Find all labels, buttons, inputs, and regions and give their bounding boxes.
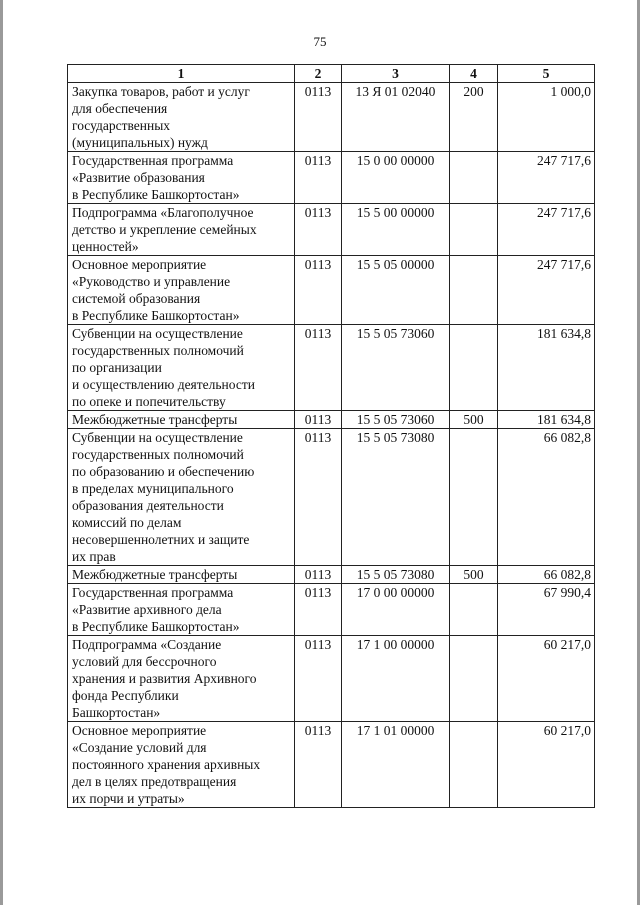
cell-amount: 247 717,6 (498, 204, 595, 256)
cell-target-article: 13 Я 01 02040 (342, 83, 450, 152)
cell-expense-type (450, 325, 498, 411)
table-row (68, 584, 595, 636)
cell-name: Государственная программа «Развитие архивного дела в Республике Башкортостан» (68, 584, 295, 636)
cell-target-article: 17 1 00 00000 (342, 636, 450, 722)
header-row (68, 65, 595, 83)
cell-target-article: 15 5 05 73060 (342, 411, 450, 429)
cell-section: 0113 (295, 636, 342, 722)
table-row (68, 325, 595, 411)
cell-name: Субвенции на осуществление государственных полномочий по образованию и обеспечению в пределах муниципального образования деятельности комиссий по делам несовершеннолетних и защите их прав (68, 429, 295, 566)
cell-section: 0113 (295, 584, 342, 636)
cell-name: Подпрограмма «Благополучное детство и укрепление семейных ценностей» (68, 204, 295, 256)
table-row (68, 429, 595, 566)
budget-table (67, 64, 595, 808)
cell-name: Подпрограмма «Создание условий для бессрочного хранения и развития Архивного фонда Республики Башкортостан» (68, 636, 295, 722)
cell-amount: 181 634,8 (498, 411, 595, 429)
cell-expense-type: 200 (450, 83, 498, 152)
cell-target-article: 15 5 05 73060 (342, 325, 450, 411)
cell-section: 0113 (295, 566, 342, 584)
cell-expense-type (450, 636, 498, 722)
table-row (68, 722, 595, 808)
table-header (68, 65, 595, 83)
cell-expense-type (450, 152, 498, 204)
cell-target-article: 15 0 00 00000 (342, 152, 450, 204)
cell-expense-type (450, 722, 498, 808)
cell-amount: 67 990,4 (498, 584, 595, 636)
cell-amount: 66 082,8 (498, 566, 595, 584)
cell-name: Основное мероприятие «Руководство и управление системой образования в Республике Башкортостан» (68, 256, 295, 325)
cell-target-article: 17 1 01 00000 (342, 722, 450, 808)
cell-target-article: 15 5 05 73080 (342, 429, 450, 566)
cell-name: Субвенции на осуществление государственных полномочий по организации и осуществлению деятельности по опеке и попечительству (68, 325, 295, 411)
table-row (68, 411, 595, 429)
cell-name: Межбюджетные трансферты (68, 411, 295, 429)
cell-target-article: 15 5 05 73080 (342, 566, 450, 584)
cell-section: 0113 (295, 204, 342, 256)
cell-name: Государственная программа «Развитие образования в Республике Башкортостан» (68, 152, 295, 204)
header-cell-section: 2 (295, 65, 342, 83)
cell-section: 0113 (295, 411, 342, 429)
cell-target-article: 15 5 05 00000 (342, 256, 450, 325)
cell-amount: 247 717,6 (498, 256, 595, 325)
header-cell-name: 1 (68, 65, 295, 83)
table-row (68, 152, 595, 204)
cell-amount: 66 082,8 (498, 429, 595, 566)
page-edge-left (0, 0, 3, 905)
cell-amount: 1 000,0 (498, 83, 595, 152)
cell-amount: 181 634,8 (498, 325, 595, 411)
cell-target-article: 17 0 00 00000 (342, 584, 450, 636)
cell-name: Межбюджетные трансферты (68, 566, 295, 584)
cell-expense-type (450, 204, 498, 256)
cell-expense-type: 500 (450, 566, 498, 584)
cell-section: 0113 (295, 152, 342, 204)
table-row (68, 83, 595, 152)
cell-expense-type (450, 584, 498, 636)
header-cell-amount: 5 (498, 65, 595, 83)
table-row (68, 566, 595, 584)
cell-expense-type (450, 256, 498, 325)
cell-section: 0113 (295, 325, 342, 411)
cell-section: 0113 (295, 722, 342, 808)
header-cell-target: 3 (342, 65, 450, 83)
table-body (68, 83, 595, 808)
cell-section: 0113 (295, 256, 342, 325)
cell-expense-type (450, 429, 498, 566)
cell-amount: 247 717,6 (498, 152, 595, 204)
cell-amount: 60 217,0 (498, 636, 595, 722)
page-number: 75 (313, 34, 327, 49)
cell-name: Закупка товаров, работ и услуг для обеспечения государственных (муниципальных) нужд (68, 83, 295, 152)
cell-section: 0113 (295, 83, 342, 152)
table-row (68, 256, 595, 325)
cell-target-article: 15 5 00 00000 (342, 204, 450, 256)
cell-name: Основное мероприятие «Создание условий для постоянного хранения архивных дел в целях предотвращения их порчи и утраты» (68, 722, 295, 808)
table-row (68, 204, 595, 256)
table-row (68, 636, 595, 722)
cell-section: 0113 (295, 429, 342, 566)
cell-expense-type: 500 (450, 411, 498, 429)
cell-amount: 60 217,0 (498, 722, 595, 808)
header-cell-type: 4 (450, 65, 498, 83)
